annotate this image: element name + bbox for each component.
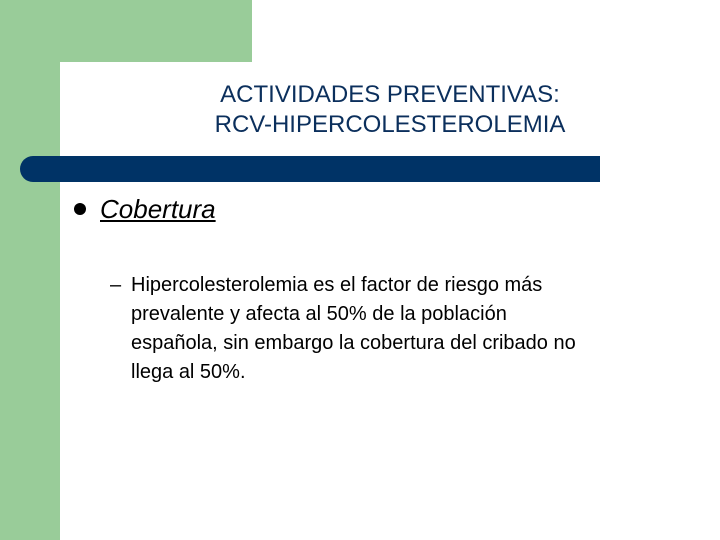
left-green-band	[0, 0, 60, 540]
sub-bullet-text	[131, 271, 576, 387]
sub-bullet-line-2: prevalente y afecta al 50% de la población	[131, 303, 507, 325]
sub-bullet-line-4: llega al 50%.	[131, 361, 246, 383]
title-line-2: RCV-HIPERCOLESTEROLEMIA	[214, 111, 566, 138]
dash-marker: –	[110, 274, 122, 296]
title-line-1: ACTIVIDADES PREVENTIVAS:	[220, 81, 560, 108]
bullet-heading: Cobertura	[100, 194, 216, 224]
sub-bullet-line-3: española, sin embargo la cobertura del cribado no	[131, 332, 576, 354]
top-green-band	[0, 0, 252, 62]
bullet-dot-icon	[74, 203, 86, 215]
slide-title	[60, 80, 720, 140]
sub-bullet-line-1: Hipercolesterolemia es el factor de riesgo más	[131, 274, 543, 296]
title-underline-bar	[20, 156, 600, 182]
